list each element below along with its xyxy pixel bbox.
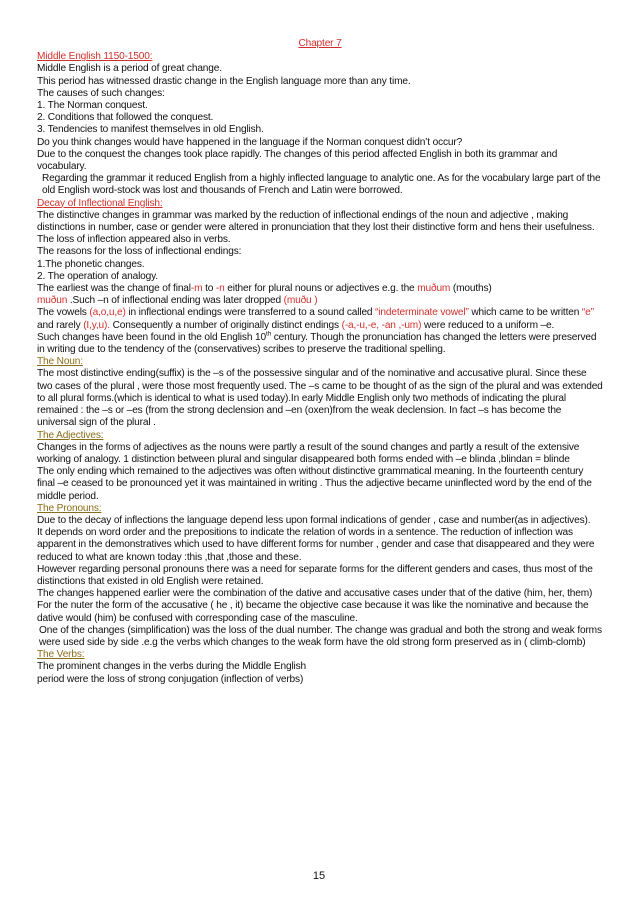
chapter-title: Chapter 7 (298, 38, 342, 49)
paragraph: Middle English is a period of great change. (37, 63, 222, 75)
text-span: in inflectional endings were transferred to a sound called (125, 307, 376, 319)
section-heading-verbs: The Verbs: (37, 649, 85, 661)
paragraph: The prominent changes in the verbs during the Middle English (37, 661, 307, 673)
paragraph: Do you think changes would have happened in the language if the Norman conquest didn’t occur? (37, 136, 463, 148)
paragraph: The distinctive changes in grammar was marked by the reduction of inflectional endings of the noun and adjective , making distinctions in number, case or gender were altered in pronunciation that they lost their distinctive form and hens their usefulness. (37, 209, 595, 234)
paragraph: Due to the decay of inflections the language depend less upon formal indications of gender , case and number(as in adjectives). (37, 514, 591, 526)
paragraph: period were the loss of strong conjugation (inflection of verbs) (37, 673, 304, 685)
highlight-vowels: (a,o,u,e) (89, 307, 126, 319)
list-item: 2. Conditions that followed the conquest. (37, 112, 214, 124)
section-heading-decay: Decay of Inflectional English: (37, 197, 163, 209)
text-span: century. Though the pronunciation has changed the letters were preserved in writing due to the tendency of the (conservatives) scribes to preserve the traditional spelling. (37, 331, 597, 356)
highlight-term: “indeterminate vowel” (375, 307, 469, 319)
paragraph-final-m (37, 283, 603, 307)
paragraph: The loss of inflection appeared also in verbs. (37, 234, 231, 246)
text-span: The vowels (37, 307, 90, 319)
highlight-m: -m (190, 283, 203, 295)
text-span: .Such –n of inflectional ending was later dropped (67, 295, 284, 307)
section-heading-adjectives: The Adjectives: (37, 429, 104, 441)
paragraph: The reasons for the loss of inflectional endings: (37, 246, 242, 258)
text-span: (mouths) (450, 283, 492, 295)
text-span: which came to be written (468, 307, 582, 319)
section-heading-pronouns: The Pronouns: (37, 502, 102, 514)
list-item: 2. The operation of analogy. (37, 270, 158, 282)
highlight-word: muðum (417, 283, 451, 295)
paragraph: Regarding the grammar it reduced English from a highly inflected language to analytic one. As for the vocabulary large part of the old English word-stock was lost and thousands of French and Latin were borrowed. (42, 173, 601, 197)
highlight-e: “e” (581, 307, 594, 319)
list-item: 1.The phonetic changes. (37, 258, 145, 270)
highlight-iyu: (I,y,u). (83, 319, 110, 331)
paragraph-tenth-century (37, 332, 603, 356)
superscript: th (265, 330, 272, 338)
paragraph-vowels (37, 307, 603, 331)
paragraph: Due to the conquest the changes took place rapidly. The changes of this period affected English in both its grammar and vocabulary. (37, 148, 558, 173)
paragraph: This period has witnessed drastic change in the English language more than any time. (37, 75, 411, 87)
paragraph: The changes happened earlier were the combination of the dative and accusative cases under that of the dative (him, her, them) (37, 588, 593, 600)
paragraph: The causes of such changes: (37, 87, 165, 99)
highlight-endings: (-a,-u,-e, -an ,-um) (341, 319, 422, 331)
paragraph: The only ending which remained to the adjectives was often without distinctive grammatical meaning. In the fourteenth century final –e ceased to be pronounced yet it was maintained in writing . Thus the adjective became uninflected word by the end of the middle period. (37, 466, 592, 502)
highlight-word: muðun (37, 295, 68, 307)
text-span: were reduced to a uniform –e. (421, 319, 555, 331)
text-span: Such changes have been found in the old English 10 (37, 331, 266, 343)
paragraph: However regarding personal pronouns there was a need for separate forms for the different genders and cases, thus most of the distinctions that existed in old English were retained. (37, 563, 593, 587)
text-span: either for plural nouns or adjectives e.g. the (224, 283, 418, 295)
text-span: to (202, 283, 216, 295)
highlight-n: -n (215, 283, 225, 295)
text-span: and rarely (37, 319, 84, 331)
section-heading-noun: The Noun: (37, 356, 83, 368)
list-item: 3. Tendencies to manifest themselves in old English. (37, 124, 264, 136)
paragraph: One of the changes (simplification) was the loss of the dual number. The change was gradual and both the strong and weak forms were used side by side .e.g the verbs which changes to the weak form have the old strong form preserved as in ( climb-clomb) (39, 624, 602, 648)
list-item: 1. The Norman conquest. (37, 100, 148, 112)
page-content (37, 38, 603, 686)
paragraph: It depends on word order and the prepositions to indicate the relation of words in a sentence. The reduction of inflection was apparent in the demonstratives which used to have different forms for number , gender and case that disappeared and they were reduced to what are known today :this ,that ,those and these. (37, 527, 595, 563)
text-span: Consequently a number of originally distinct endings (109, 319, 342, 331)
paragraph: The most distinctive ending(suffix) is the –s of the possessive singular and of the nominative and accusative plural. Since these two cases of the plural , were those most frequently used. The –s came to be thought of as the sign of the plural and was extended to all plural forms.(which is identical to what is used today).In early Middle English only two methods of indicating the plural remained : the –s or –es (from the strong declension and –en (oxen)from the weak declension. In fact –s has become the universal sign of the plural . (37, 368, 603, 429)
section-heading-middle-english: Middle English 1150-1500: (37, 51, 153, 63)
highlight-word: (muðu ) (283, 295, 318, 307)
paragraph: Changes in the forms of adjectives as the nouns were partly a result of the sound changes and partly a result of the extensive working of analogy. 1 distinction between plural and singular disappeared both forms ended with –e blinda ,blindan = blinde (37, 441, 580, 465)
page-number: 15 (312, 870, 326, 882)
paragraph: For the nuter the form of the accusative ( he , it) became the objective case because it was like the nominative and because the dative would (him) be confused with corresponding case of the masculine. (37, 600, 589, 624)
text-span: The earliest was the change of final (37, 283, 191, 295)
